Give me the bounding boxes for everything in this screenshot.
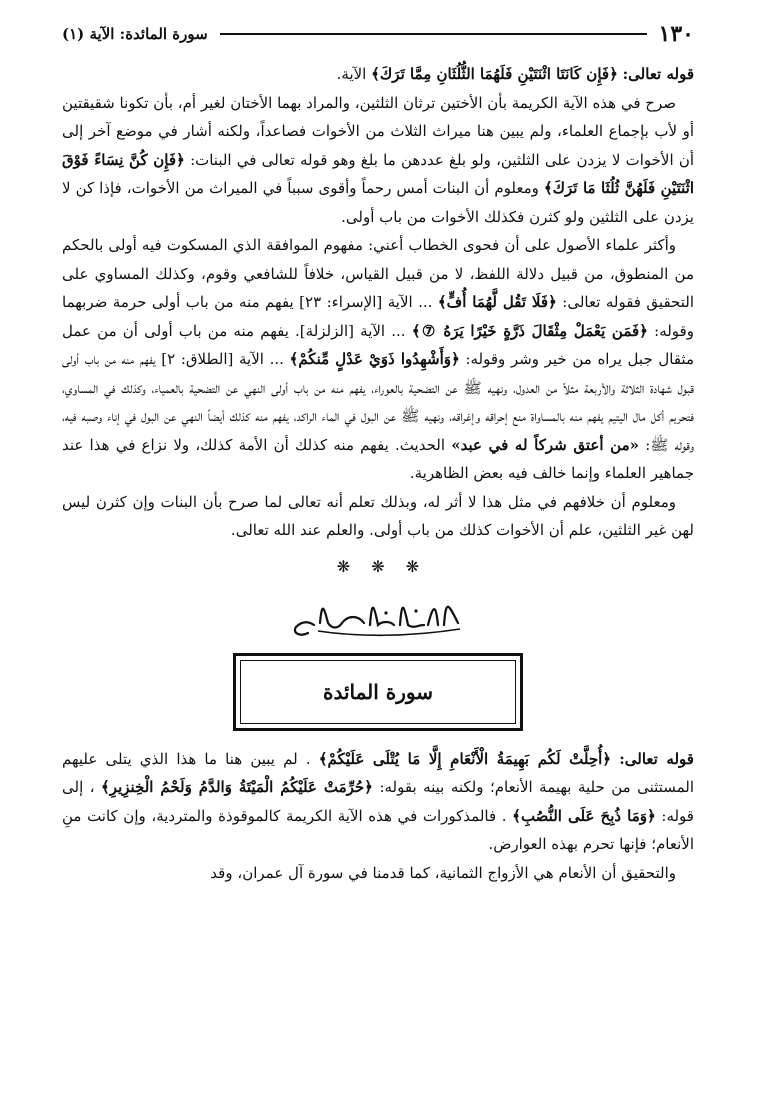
quran-verse: ﴿فَإِن كُنَّ نِسَاءً فَوْقَ اثْنَتَيْنِ فَلَهُنَّ ثُلُثَا مَا تَرَكَ﴾ — [62, 150, 694, 197]
text-fragment: ومعلوم أن خلافهم في مثل هذا لا أثر له، وبذلك تعلم أنه تعالى لما صرح بأن البنات وإن كثرن ليس لهن غير الثلثين، علم أن الأخوات كذلك من باب أولى. والعلم عند الله تعالى. — [62, 492, 694, 539]
section-separator — [62, 557, 694, 581]
text-fragment: ... الآية [الإسراء: ٢٣] يفهم منه من باب أولى حرمة ضربهما وقوله: — [62, 293, 694, 340]
page-header — [62, 14, 694, 54]
star-ornament-icon: ❋ — [371, 556, 385, 576]
text-fragment: . فالمذكورات في هذه الآية الكريمة كالموقوذة والمتردية، وإن كانت منِ الأنعام؛ فإنها تحرم بهذه العوارض. — [62, 806, 694, 853]
quran-verse: ﴿أُحِلَّتْ لَكُم بَهِيمَةُ الْأَنْعَامِ إِلَّا مَا يُتْلَى عَلَيْكُمْ﴾ — [318, 749, 612, 768]
quran-verse: ﴿فَمَن يَعْمَلْ مِثْقَالَ ذَرَّةٍ خَيْرًا يَرَهُ ⑦﴾ — [411, 321, 648, 340]
header-rule — [220, 33, 647, 35]
paragraph-verse-heading-2 — [62, 745, 694, 859]
text-fragment: وأكثر علماء الأصول على أن فحوى الخطاب أعني: مفهوم الموافقة الذي المسكوت فيه أولى بالحكم من المنطوق، من قبيل دلالة اللفظ، لا من قبيل القياس، خلافاً للشافعي وقوم، وكذلك المساوي على التحقيق فقوله تعالى: — [62, 236, 694, 311]
surah-title-frame — [62, 653, 694, 731]
text-fragment: صرح في هذه الآية الكريمة بأن الأختين ترثان الثلثين، والمراد بهما الأختان لغير أم، بأن تكونا شقيقتين أو لأب بإجماع العلماء، ولم يبين هنا ميراث الثلاث من الأخوات فصاعداً، ولكنه أشار في موضع آخر إلى أن الأخوات لا يزدن على الثلثين، ولو بلغ عددهن ما بلغ وهو قوله تعالى في البنات: — [62, 93, 695, 169]
star-ornament-icon: ❋ — [336, 556, 351, 576]
text-fragment: ... الآية [الطلاق: ٢] يفهم منه من باب أولى قبول شهادة الثلاثة والأربعة مثلاً من العدول، ونهيه ﷺ عن التضحية بالعوراء، يفهم منه من باب أولى النهي عن التضحية بالعمياء، وكذلك في المساوي، فتحريم أكل مال اليتيم يفهم منه بالمساواة منع إحراقه وإغراقه، ونهيه ﷺ عن البول في الماء الراكد، يفهم منه كذلك أيضاً النهي عن البول في إناء وصبه فيه، وقوله ﷺ: — [62, 350, 694, 454]
lead-phrase: قوله تعالى: — [619, 749, 694, 768]
text-fragment: والتحقيق أن الأنعام هي الأزواج الثمانية، كما قدمنا في سورة آل عمران، وقد — [210, 863, 676, 882]
running-title: سورة المائدة: الآية (١) — [62, 25, 208, 43]
quran-verse: ﴿فَلَا تَقُل لَّهُمَا أُفٍّ﴾ — [437, 293, 557, 311]
page-number: ١٣٠ — [658, 21, 694, 47]
paragraph-commentary — [62, 89, 694, 232]
surah-title-inner-border — [240, 660, 516, 724]
star-ornament-icon: ❋ — [405, 556, 420, 576]
quran-verse: ﴿حُرِّمَتْ عَلَيْكُمُ الْمَيْتَةُ وَالدَّمُ وَلَحْمُ الْخِنزِيرِ﴾ — [101, 778, 373, 796]
basmala-calligraphy-icon — [278, 585, 478, 645]
quran-verse: ﴿وَمَا ذُبِحَ عَلَى النُّصُبِ﴾ — [512, 806, 656, 825]
paragraph-usul — [62, 231, 694, 488]
text-fragment: ومعلوم أن البنات أمس رحماً وأقوى سبباً في الميراث من الأخوات، فإذا كن لا يزدن على الثلثين ولو كثرن فكذلك الأخوات من باب أولى. — [62, 179, 694, 226]
quran-verse: ﴿وَأَشْهِدُوا ذَوَيْ عَدْلٍ مِّنكُمْ﴾ — [289, 350, 460, 368]
paragraph-verse-heading — [62, 60, 694, 89]
lead-phrase: قوله تعالى: — [622, 65, 694, 83]
text-fragment: الآية. — [336, 65, 367, 83]
hadith-quote: «من أعتق شركاً له في عبد» — [451, 435, 639, 454]
basmala-calligraphy — [62, 585, 694, 647]
text-fragment: ، إلى قوله: — [62, 778, 694, 825]
quran-verse: ﴿فَإِن كَانَتَا اثْنَتَيْنِ فَلَهُمَا الثُّلُثَانِ مِمَّا تَرَكَ﴾ — [371, 65, 618, 83]
surah-title-outer-border — [233, 653, 523, 731]
paragraph-conclusion — [62, 488, 694, 545]
text-fragment: . لم يبين هنا ما هذا الذي يتلى عليهم المستثنى من حلية بهيمة الأنعام؛ ولكنه بينه بقوله: — [62, 749, 694, 796]
surah-title: سورة المائدة — [322, 679, 434, 704]
text-fragment: ... الآية [الزلزلة]. يفهم منه من باب أولى أن من عمل مثقال جبل يراه من خير وشر وقوله: — [62, 321, 694, 368]
text-fragment: الحديث. يفهم منه كذلك أن الأمة كذلك، ولا نزاع في هذا عند جماهير العلماء وإنما خالف فيه بعض الظاهرية. — [62, 435, 694, 482]
paragraph-anam — [62, 859, 694, 888]
